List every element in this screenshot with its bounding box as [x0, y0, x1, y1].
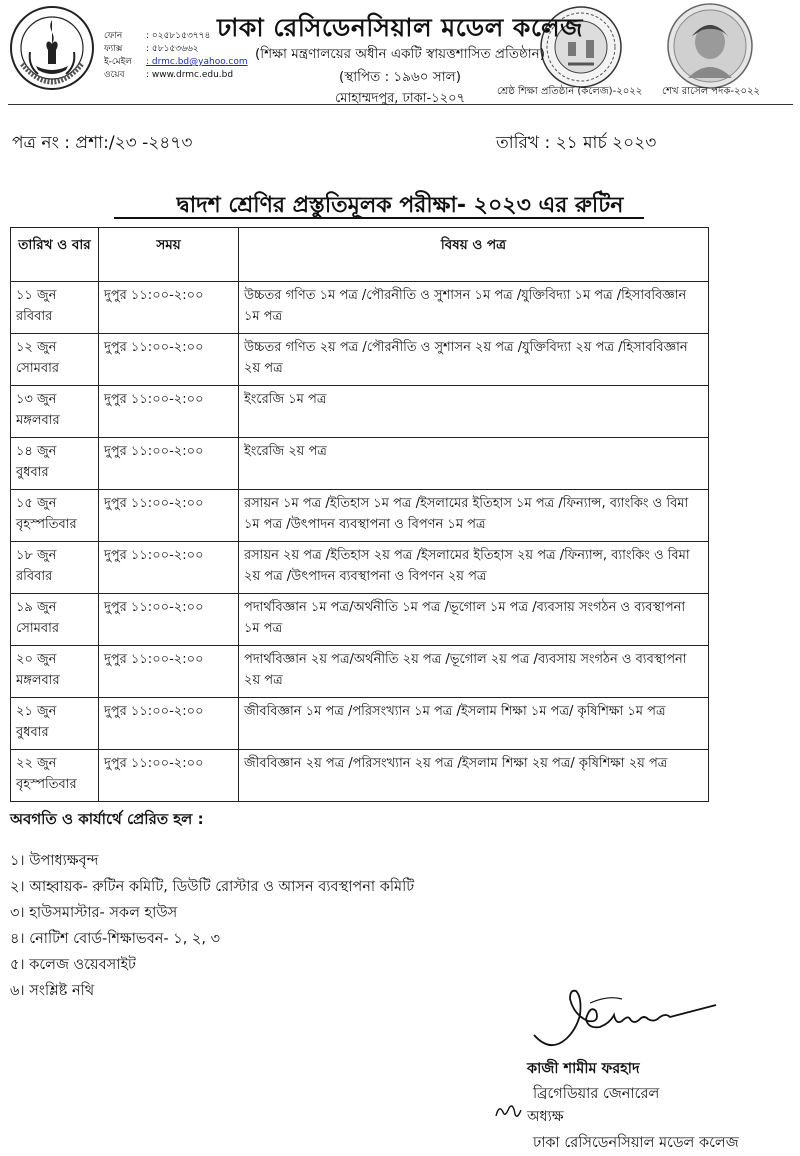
table-row	[11, 594, 709, 646]
cell-subjects: রসায়ন ২য় পত্র /ইতিহাস ২য় পত্র /ইসলামের ইতিহাস ২য় পত্র /ফিন্যান্স, ব্যাংকিং ও বিমা ২য় পত্র /উৎপাদন ব্যবস্থাপনা ও বিপণন ২য় পত্র	[239, 542, 709, 594]
college-name: ঢাকা রেসিডেনসিয়াল মডেল কলেজ	[217, 13, 583, 42]
cell-date-day	[11, 594, 99, 646]
exam-day: বৃহস্পতিবার	[16, 777, 77, 792]
table-row	[11, 646, 709, 698]
forwarding-heading: অবগতি ও কার্যার্থে প্রেরিত হল :	[10, 810, 204, 828]
list-item: ৩। হাউসমাস্টার- সকল হাউস	[10, 905, 178, 921]
exam-day: বুধবার	[16, 725, 49, 740]
email-label: ই-মেইল	[104, 57, 132, 67]
exam-date: ১৩ জুন	[16, 392, 57, 407]
exam-day: রবিবার	[16, 309, 53, 324]
email-link[interactable]: : drmc.bd@yahoo.com	[146, 57, 248, 67]
cell-time: দুপুর ১১:০০-২:০০	[99, 438, 239, 490]
table-row	[11, 334, 709, 386]
exam-date: ২২ জুন	[16, 756, 57, 771]
table-row	[11, 698, 709, 750]
medal-caption: শেখ রাসেল পদক-২০২২	[662, 86, 761, 97]
cell-time: দুপুর ১১:০০-২:০০	[99, 698, 239, 750]
exam-day: মঙ্গলবার	[16, 673, 60, 688]
exam-date: ১১ জুন	[16, 288, 57, 303]
table-row	[11, 386, 709, 438]
cell-subjects: পদার্থবিজ্ঞান ২য় পত্র/অর্থনীতি ২য় পত্র /ভূগোল ২য় পত্র /ব্যবসায় সংগঠন ও ব্যবস্থাপনা ২য় পত্র	[239, 646, 709, 698]
cell-time: দুপুর ১১:০০-২:০০	[99, 646, 239, 698]
routine-title: দ্বাদশ শ্রেণির প্রস্তুতিমূলক পরীক্ষা- ২০২৩ এর রুটিন	[176, 193, 624, 218]
table-header-row	[11, 228, 709, 282]
header-date-day: তারিখ ও বার	[11, 228, 99, 282]
cell-date-day	[11, 386, 99, 438]
award-caption: শ্রেষ্ঠ শিক্ষা প্রতিষ্ঠান (কলেজ)-২০২২	[497, 86, 643, 97]
established-year: (স্থাপিত : ১৯৬০ সাল)	[339, 69, 461, 85]
header-time: সময়	[99, 228, 239, 282]
table-row	[11, 750, 709, 802]
cell-subjects: জীববিজ্ঞান ২য় পত্র /পরিসংখ্যান ২য় পত্র /ইসলাম শিক্ষা ২য় পত্র/ কৃষিশিক্ষা ২য় পত্র	[239, 750, 709, 802]
initials-mark	[493, 1100, 523, 1122]
signatory-post: অধ্যক্ষ	[527, 1109, 564, 1125]
web-label: ওয়েব	[104, 70, 125, 80]
cell-time: দুপুর ১১:০০-২:০০	[99, 594, 239, 646]
memo-number: পত্র নং : প্রশা:/২৩ -২৪৭৩	[12, 133, 193, 153]
signatory-college: ঢাকা রেসিডেনসিয়াল মডেল কলেজ	[533, 1135, 739, 1151]
exam-day: বুধবার	[16, 465, 49, 480]
exam-date: ২১ জুন	[16, 704, 57, 719]
table-row	[11, 542, 709, 594]
fax-value: : ৫৮১৫৩৬৬২	[146, 44, 199, 54]
list-item: ৫। কলেজ ওয়েবসাইট	[10, 957, 136, 973]
header-divider	[8, 104, 793, 105]
list-item: ৬। সংশ্লিষ্ট নথি	[10, 983, 95, 999]
cell-subjects: জীববিজ্ঞান ১ম পত্র /পরিসংখ্যান ১ম পত্র /ইসলাম শিক্ষা ১ম পত্র/ কৃষিশিক্ষা ১ম পত্র	[239, 698, 709, 750]
header-subject: বিষয় ও পত্র	[239, 228, 709, 282]
cell-subjects: উচ্চতর গণিত ১ম পত্র /পৌরনীতি ও সুশাসন ১ম পত্র /যুক্তিবিদ্যা ১ম পত্র /হিসাববিজ্ঞান ১ম পত্র	[239, 282, 709, 334]
college-address: মোহাম্মদপুর, ঢাকা-১২০৭	[334, 91, 466, 106]
list-item: ৪। নোটিশ বোর্ড-শিক্ষাভবন- ১, ২, ৩	[10, 931, 220, 947]
cell-date-day	[11, 646, 99, 698]
table-row	[11, 438, 709, 490]
exam-day: সোমবার	[16, 621, 60, 636]
exam-day: মঙ্গলবার	[16, 413, 60, 428]
cell-date-day	[11, 334, 99, 386]
cell-date-day	[11, 698, 99, 750]
cell-date-day	[11, 438, 99, 490]
cell-date-day	[11, 490, 99, 542]
exam-day: সোমবার	[16, 361, 60, 376]
exam-date: ১৫ জুন	[16, 496, 57, 511]
web-value: : www.drmc.edu.bd	[146, 70, 234, 80]
cell-subjects: ইংরেজি ২য় পত্র	[239, 438, 709, 490]
phone-label: ফোন	[104, 31, 123, 41]
exam-date: ১৯ জুন	[16, 600, 57, 615]
exam-date: ১২ জুন	[16, 340, 57, 355]
signatory-name: কাজী শামীম ফরহাদ	[527, 1061, 640, 1077]
issue-date: তারিখ : ২১ মার্চ ২০২৩	[496, 133, 657, 153]
exam-date: ১৮ জুন	[16, 548, 57, 563]
contact-block	[104, 30, 248, 82]
cell-time: দুপুর ১১:০০-২:০০	[99, 386, 239, 438]
cell-date-day	[11, 542, 99, 594]
table-row	[11, 282, 709, 334]
exam-day: রবিবার	[16, 569, 53, 584]
signature	[530, 975, 730, 1055]
phone-value: : ০২৫৮১৫৩৭৭৪	[146, 31, 211, 41]
list-item: ১। উপাধ্যক্ষবৃন্দ	[10, 853, 99, 869]
table-row	[11, 490, 709, 542]
exam-date: ২০ জুন	[16, 652, 57, 667]
exam-day: বৃহস্পতিবার	[16, 517, 77, 532]
cell-date-day	[11, 750, 99, 802]
cell-time: দুপুর ১১:০০-২:০০	[99, 542, 239, 594]
cell-time: দুপুর ১১:০০-২:০০	[99, 282, 239, 334]
signatory-rank: ব্রিগেডিয়ার জেনারেল	[533, 1086, 660, 1102]
cell-subjects: রসায়ন ১ম পত্র /ইতিহাস ১ম পত্র /ইসলামের ইতিহাস ১ম পত্র /ফিন্যান্স, ব্যাংকিং ও বিমা ১ম পত্র /উৎপাদন ব্যবস্থাপনা ও বিপণন ১ম পত্র	[239, 490, 709, 542]
routine-table	[10, 227, 709, 802]
list-item: ২। আহ্বায়ক- রুটিন কমিটি, ডিউটি রোস্টার ও আসন ব্যবস্থাপনা কমিটি	[10, 879, 415, 895]
cell-time: দুপুর ১১:০০-২:০০	[99, 334, 239, 386]
cell-time: দুপুর ১১:০০-২:০০	[99, 750, 239, 802]
cell-time: দুপুর ১১:০০-২:০০	[99, 490, 239, 542]
college-subtitle: (শিক্ষা মন্ত্রণালয়ের অধীন একটি স্বায়ত্তশাসিত প্রতিষ্ঠান)	[255, 46, 545, 62]
cell-subjects: পদার্থবিজ্ঞান ১ম পত্র/অর্থনীতি ১ম পত্র /ভূগোল ১ম পত্র /ব্যবসায় সংগঠন ও ব্যবস্থাপনা ১ম পত্র	[239, 594, 709, 646]
title-underline	[114, 217, 644, 219]
exam-date: ১৪ জুন	[16, 444, 57, 459]
cell-subjects: উচ্চতর গণিত ২য় পত্র /পৌরনীতি ও সুশাসন ২য় পত্র /যুক্তিবিদ্যা ২য় পত্র /হিসাববিজ্ঞান ২য় পত্র	[239, 334, 709, 386]
fax-label: ফ্যাক্স	[104, 44, 123, 54]
forwarding-list	[10, 848, 414, 1004]
cell-date-day	[11, 282, 99, 334]
cell-subjects: ইংরেজি ১ম পত্র	[239, 386, 709, 438]
